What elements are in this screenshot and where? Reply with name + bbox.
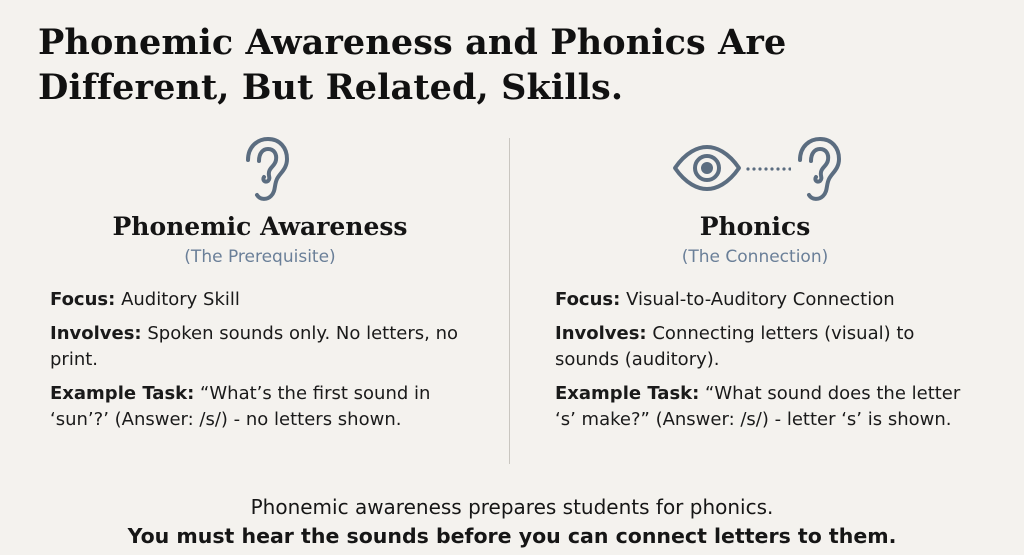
focus-item	[50, 287, 470, 313]
example-task-item	[50, 381, 470, 433]
focus-text: Auditory Skill	[115, 289, 240, 310]
ear-icon	[792, 136, 842, 202]
focus-text: Visual-to-Auditory Connection	[620, 289, 895, 310]
column-divider	[509, 138, 510, 464]
phonemic-awareness-title: Phonemic Awareness	[112, 212, 408, 241]
example-task-text: “What sound does the letter ‘s’ make?” (Answer: /s/) - letter ‘s’ is shown.	[555, 383, 961, 430]
involves-text: Connecting letters (visual) to sounds (auditory).	[555, 323, 915, 370]
phonics-header	[555, 212, 955, 269]
focus-label: Focus:	[555, 289, 621, 310]
example-task-label: Example Task:	[50, 383, 195, 404]
involves-label: Involves:	[50, 323, 142, 344]
page-title: Phonemic Awareness and Phonics Are Different, But Related, Skills.	[38, 22, 787, 108]
phonemic-awareness-subtitle: (The Prerequisite)	[184, 247, 336, 267]
involves-item	[50, 321, 470, 373]
involves-text: Spoken sounds only. No letters, no print.	[50, 323, 459, 370]
example-task-label: Example Task:	[555, 383, 700, 404]
focus-item	[555, 287, 965, 313]
phonics-subtitle: (The Connection)	[681, 247, 829, 267]
example-task-item	[555, 381, 965, 433]
phonemic-awareness-header	[60, 212, 460, 269]
focus-label: Focus:	[50, 289, 116, 310]
example-task-text: “What’s the first sound in ‘sun’?’ (Answer: /s/) - no letters shown.	[50, 383, 431, 430]
phonemic-awareness-details	[50, 287, 470, 441]
footer-emphasis: You must hear the sounds before you can connect letters to them.	[127, 524, 897, 548]
dotted-connector	[745, 165, 791, 173]
footer-summary: Phonemic awareness prepares students for phonics.	[250, 495, 774, 519]
ear-icon	[240, 136, 290, 202]
phonics-details	[555, 287, 965, 441]
involves-item	[555, 321, 965, 373]
phonics-title: Phonics	[699, 212, 811, 241]
eye-icon	[672, 143, 742, 193]
involves-label: Involves:	[555, 323, 647, 344]
